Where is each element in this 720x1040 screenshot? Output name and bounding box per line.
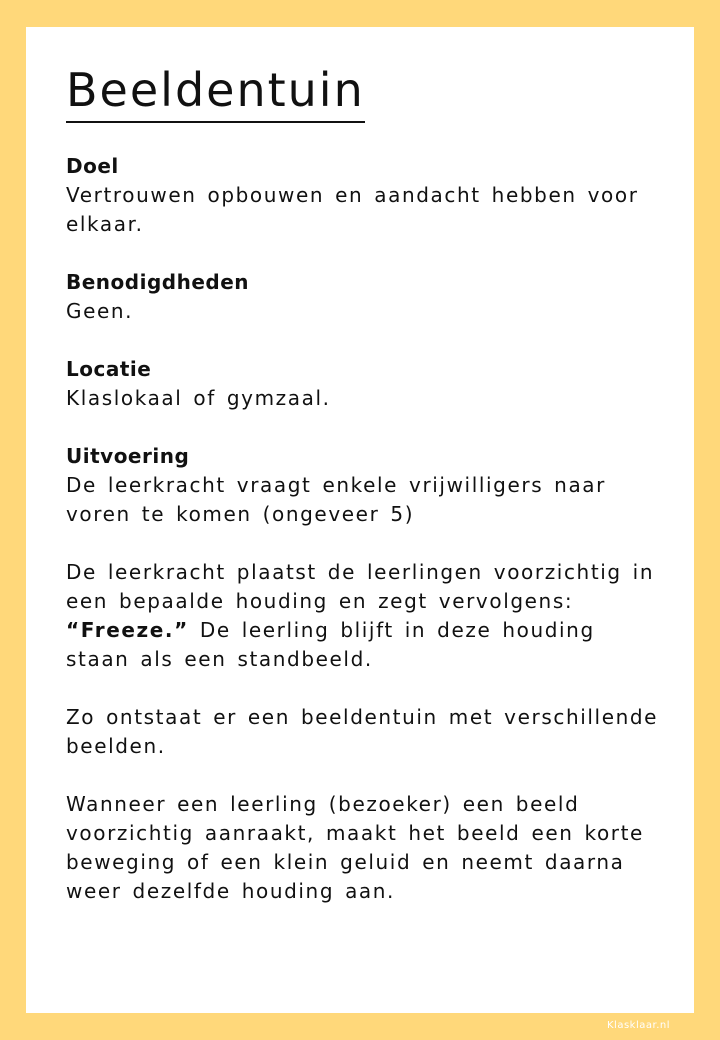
section-locatie (66, 355, 666, 413)
content-body (66, 152, 666, 906)
heading-doel: Doel (66, 154, 119, 178)
heading-benodigdheden: Benodigdheden (66, 270, 250, 294)
section-benodigdheden (66, 268, 666, 326)
freeze-quote: “Freeze.” (66, 618, 189, 642)
text-uitvoering-3: Zo ontstaat er een beeldentuin met verschillende beelden. (66, 705, 659, 758)
section-uitvoering (66, 442, 666, 906)
text-uitvoering-1: De leerkracht vraagt enkele vrijwilligers naar voren te komen (ongeveer 5) (66, 473, 606, 526)
heading-uitvoering: Uitvoering (66, 444, 190, 468)
page-title: Beeldentuin (66, 61, 365, 123)
text-uitvoering-2 (66, 558, 666, 674)
watermark: Klasklaar.nl (607, 1020, 670, 1031)
text-locatie: Klaslokaal of gymzaal. (66, 386, 331, 410)
section-doel (66, 152, 666, 239)
text-benodigdheden: Geen. (66, 299, 134, 323)
content-card (26, 27, 694, 1013)
text-uitvoering-2-after: De leerling blijft in deze houding staan als een standbeeld. (66, 618, 595, 671)
text-doel: Vertrouwen opbouwen en aandacht hebben voor elkaar. (66, 183, 639, 236)
text-uitvoering-4: Wanneer een leerling (bezoeker) een beeld voorzichtig aanraakt, maakt het beeld een korte beweging of een klein geluid en neemt daarna weer dezelfde houding aan. (66, 792, 644, 903)
text-uitvoering-2-before: De leerkracht plaatst de leerlingen voorzichtig in een bepaalde houding en zegt vervolgens: (66, 560, 655, 613)
heading-locatie: Locatie (66, 357, 152, 381)
